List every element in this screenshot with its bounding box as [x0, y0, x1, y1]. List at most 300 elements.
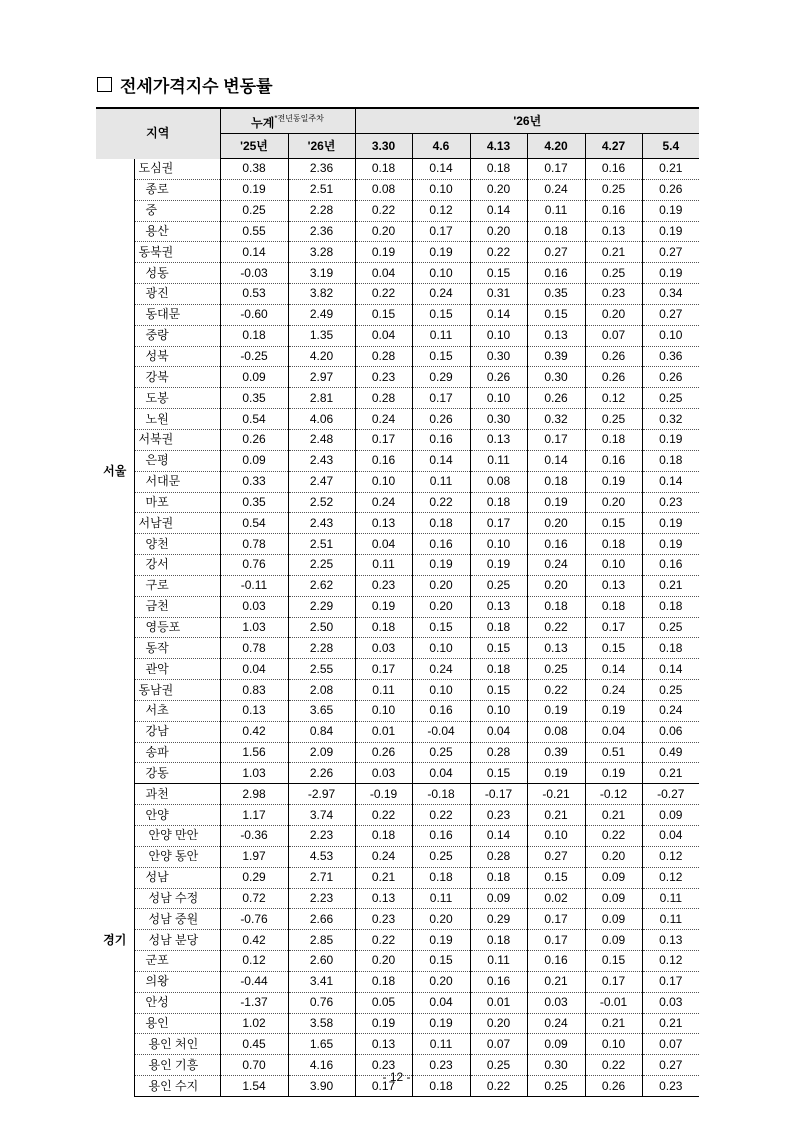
value-cell: 0.16	[527, 263, 585, 284]
value-cell: 0.16	[470, 971, 527, 992]
value-cell: 0.08	[355, 179, 412, 200]
week-header: 4.6	[412, 134, 470, 159]
value-cell: 0.28	[355, 346, 412, 367]
table-row	[96, 534, 699, 555]
value-cell: 0.19	[642, 534, 699, 555]
value-cell: 0.35	[527, 284, 585, 305]
table-row	[96, 805, 699, 826]
value-cell: 0.18	[470, 492, 527, 513]
value-cell: 0.16	[585, 200, 642, 221]
value-cell: 4.16	[288, 1055, 355, 1076]
week-header: 4.27	[585, 134, 642, 159]
value-cell: 0.23	[355, 909, 412, 930]
value-cell: 0.25	[220, 200, 288, 221]
table-row	[96, 617, 699, 638]
value-cell: 0.12	[642, 951, 699, 972]
value-cell: 0.07	[585, 325, 642, 346]
value-cell: 0.24	[642, 700, 699, 721]
district-name: 성남 중원	[134, 909, 220, 930]
value-cell: 0.16	[355, 450, 412, 471]
region-group-label: 서울	[96, 159, 134, 784]
value-cell: 0.26	[470, 367, 527, 388]
value-cell: 0.18	[220, 325, 288, 346]
week-header: 3.30	[355, 134, 412, 159]
value-cell: 0.23	[355, 575, 412, 596]
value-cell: 0.19	[642, 263, 699, 284]
table-row	[96, 575, 699, 596]
value-cell: 0.04	[355, 534, 412, 555]
value-cell: 0.11	[527, 200, 585, 221]
value-cell: 2.85	[288, 930, 355, 951]
value-cell: 0.03	[355, 763, 412, 784]
district-name: 동대문	[134, 304, 220, 325]
value-cell: 0.22	[470, 1076, 527, 1097]
value-cell: 0.27	[527, 846, 585, 867]
value-cell: 0.21	[642, 763, 699, 784]
value-cell: 2.49	[288, 304, 355, 325]
value-cell: 0.27	[642, 304, 699, 325]
value-cell: 0.21	[527, 805, 585, 826]
value-cell: 2.50	[288, 617, 355, 638]
value-cell: 3.28	[288, 242, 355, 263]
value-cell: -0.03	[220, 263, 288, 284]
value-cell: 3.41	[288, 971, 355, 992]
district-name: 금천	[134, 596, 220, 617]
value-cell: 0.21	[642, 575, 699, 596]
value-cell: 0.14	[220, 242, 288, 263]
value-cell: 0.09	[585, 930, 642, 951]
value-cell: 0.13	[527, 325, 585, 346]
district-name: 중랑	[134, 325, 220, 346]
value-cell: -0.21	[527, 784, 585, 805]
district-name: 성남 수정	[134, 888, 220, 909]
value-cell: 0.12	[220, 951, 288, 972]
value-cell: 0.32	[642, 409, 699, 430]
district-name: 성동	[134, 263, 220, 284]
district-name: 의왕	[134, 971, 220, 992]
table-row	[96, 304, 699, 325]
table-row	[96, 742, 699, 763]
value-cell: 0.04	[355, 263, 412, 284]
value-cell: 0.29	[220, 867, 288, 888]
value-cell: 0.19	[412, 930, 470, 951]
value-cell: 0.21	[585, 805, 642, 826]
value-cell: 0.25	[642, 680, 699, 701]
value-cell: 0.16	[412, 534, 470, 555]
value-cell: 0.26	[585, 1076, 642, 1097]
value-cell: 0.18	[470, 159, 527, 180]
value-cell: 0.17	[412, 221, 470, 242]
value-cell: 0.16	[412, 429, 470, 450]
value-cell: 0.15	[412, 346, 470, 367]
district-name: 강서	[134, 555, 220, 576]
value-cell: 2.48	[288, 429, 355, 450]
value-cell: 0.30	[470, 409, 527, 430]
value-cell: 0.39	[527, 346, 585, 367]
value-cell: 0.25	[642, 388, 699, 409]
value-cell: 0.78	[220, 534, 288, 555]
value-cell: 0.25	[585, 263, 642, 284]
table-row	[96, 1013, 699, 1034]
value-cell: 0.13	[220, 700, 288, 721]
value-cell: 0.10	[412, 680, 470, 701]
value-cell: 0.15	[470, 680, 527, 701]
value-cell: 0.18	[412, 1076, 470, 1097]
value-cell: 0.20	[585, 304, 642, 325]
table-row	[96, 659, 699, 680]
value-cell: 4.06	[288, 409, 355, 430]
value-cell: 0.11	[412, 888, 470, 909]
value-cell: 0.04	[412, 992, 470, 1013]
value-cell: 0.19	[412, 555, 470, 576]
value-cell: 0.25	[412, 742, 470, 763]
value-cell: 0.07	[642, 1034, 699, 1055]
value-cell: 0.18	[585, 596, 642, 617]
jeonse-price-index-table	[96, 107, 699, 1097]
value-cell: 0.11	[412, 1034, 470, 1055]
value-cell: 2.51	[288, 179, 355, 200]
value-cell: 0.34	[642, 284, 699, 305]
value-cell: 0.42	[220, 721, 288, 742]
district-name: 서대문	[134, 471, 220, 492]
value-cell: 0.28	[470, 846, 527, 867]
value-cell: 0.14	[527, 450, 585, 471]
value-cell: 0.18	[527, 221, 585, 242]
value-cell: 2.98	[220, 784, 288, 805]
value-cell: 3.90	[288, 1076, 355, 1097]
value-cell: 0.15	[527, 867, 585, 888]
value-cell: 0.15	[470, 638, 527, 659]
value-cell: -0.17	[470, 784, 527, 805]
value-cell: 1.35	[288, 325, 355, 346]
value-cell: 0.42	[220, 930, 288, 951]
table-row	[96, 700, 699, 721]
value-cell: 0.19	[642, 429, 699, 450]
table-row	[96, 992, 699, 1013]
value-cell: 0.25	[642, 617, 699, 638]
week-header: 5.4	[642, 134, 699, 159]
value-cell: 0.13	[642, 930, 699, 951]
table-row	[96, 721, 699, 742]
value-cell: 0.26	[585, 346, 642, 367]
value-cell: -0.01	[585, 992, 642, 1013]
value-cell: 0.55	[220, 221, 288, 242]
value-cell: 0.15	[527, 304, 585, 325]
value-cell: 0.22	[355, 284, 412, 305]
value-cell: 0.11	[412, 325, 470, 346]
value-cell: 0.16	[527, 951, 585, 972]
district-name: 종로	[134, 179, 220, 200]
value-cell: 0.19	[585, 763, 642, 784]
value-cell: 0.22	[355, 805, 412, 826]
value-cell: 2.43	[288, 513, 355, 534]
value-cell: 0.03	[527, 992, 585, 1013]
value-cell: -0.12	[585, 784, 642, 805]
value-cell: -0.44	[220, 971, 288, 992]
value-cell: 0.18	[355, 826, 412, 847]
value-cell: 0.15	[585, 951, 642, 972]
value-cell: 0.18	[470, 659, 527, 680]
value-cell: 0.14	[585, 659, 642, 680]
value-cell: 0.14	[412, 450, 470, 471]
value-cell: 2.60	[288, 951, 355, 972]
district-name: 양천	[134, 534, 220, 555]
district-name: 강남	[134, 721, 220, 742]
value-cell: 0.35	[220, 388, 288, 409]
table-row	[96, 471, 699, 492]
table-row	[96, 1034, 699, 1055]
district-name: 용인	[134, 1013, 220, 1034]
district-name: 동북권	[134, 242, 220, 263]
value-cell: 0.70	[220, 1055, 288, 1076]
district-name: 중	[134, 200, 220, 221]
value-cell: 0.49	[642, 742, 699, 763]
district-name: 동남권	[134, 680, 220, 701]
value-cell: 0.13	[355, 1034, 412, 1055]
table-row	[96, 284, 699, 305]
value-cell: 0.45	[220, 1034, 288, 1055]
value-cell: 1.54	[220, 1076, 288, 1097]
value-cell: 0.20	[585, 846, 642, 867]
value-cell: 0.17	[355, 659, 412, 680]
table-row	[96, 450, 699, 471]
value-cell: 0.10	[642, 325, 699, 346]
value-cell: 2.08	[288, 680, 355, 701]
cumulative-label: 누계	[251, 116, 275, 130]
value-cell: 0.10	[470, 700, 527, 721]
value-cell: 1.65	[288, 1034, 355, 1055]
value-cell: 0.16	[585, 159, 642, 180]
value-cell: 0.76	[220, 555, 288, 576]
district-name: 안양	[134, 805, 220, 826]
district-name: 용인 수지	[134, 1076, 220, 1097]
value-cell: 2.28	[288, 638, 355, 659]
value-cell: 0.13	[470, 596, 527, 617]
value-cell: 0.04	[412, 763, 470, 784]
value-cell: 0.26	[220, 429, 288, 450]
value-cell: 0.24	[412, 659, 470, 680]
value-cell: -0.27	[642, 784, 699, 805]
value-cell: 0.01	[470, 992, 527, 1013]
value-cell: 0.23	[585, 284, 642, 305]
district-name: 성남 분당	[134, 930, 220, 951]
value-cell: 0.53	[220, 284, 288, 305]
value-cell: 0.23	[355, 1055, 412, 1076]
table-row	[96, 951, 699, 972]
value-cell: 0.19	[642, 513, 699, 534]
table-row	[96, 409, 699, 430]
value-cell: 0.14	[470, 826, 527, 847]
value-cell: 1.03	[220, 763, 288, 784]
value-cell: 0.05	[355, 992, 412, 1013]
value-cell: 0.12	[585, 388, 642, 409]
value-cell: 2.23	[288, 888, 355, 909]
value-cell: 2.52	[288, 492, 355, 513]
value-cell: 0.11	[642, 909, 699, 930]
district-name: 서남권	[134, 513, 220, 534]
value-cell: 0.15	[470, 763, 527, 784]
table-body	[96, 159, 699, 1097]
district-name: 용인 기흥	[134, 1055, 220, 1076]
col-25-header: '25년	[220, 134, 288, 159]
district-name: 안양 만안	[134, 826, 220, 847]
value-cell: 0.17	[527, 909, 585, 930]
value-cell: 2.55	[288, 659, 355, 680]
value-cell: 4.53	[288, 846, 355, 867]
value-cell: 2.71	[288, 867, 355, 888]
value-cell: 0.23	[642, 492, 699, 513]
page-title-text: 전세가격지수 변동률	[120, 77, 273, 96]
value-cell: 0.22	[585, 1055, 642, 1076]
value-cell: 0.24	[355, 492, 412, 513]
value-cell: 0.24	[585, 680, 642, 701]
value-cell: 0.10	[470, 325, 527, 346]
value-cell: 0.24	[527, 179, 585, 200]
value-cell: 0.13	[527, 638, 585, 659]
district-name: 성남	[134, 867, 220, 888]
district-name: 용인 처인	[134, 1034, 220, 1055]
district-name: 강북	[134, 367, 220, 388]
table-row	[96, 680, 699, 701]
value-cell: 0.09	[220, 450, 288, 471]
value-cell: 2.09	[288, 742, 355, 763]
value-cell: 0.76	[288, 992, 355, 1013]
value-cell: 0.18	[412, 867, 470, 888]
value-cell: 0.15	[412, 304, 470, 325]
value-cell: 0.19	[642, 221, 699, 242]
value-cell: 0.14	[470, 200, 527, 221]
value-cell: 0.23	[642, 1076, 699, 1097]
district-name: 서초	[134, 700, 220, 721]
value-cell: 0.19	[355, 596, 412, 617]
value-cell: 0.17	[585, 971, 642, 992]
value-cell: 0.39	[527, 742, 585, 763]
value-cell: 0.09	[220, 367, 288, 388]
value-cell: 0.11	[412, 471, 470, 492]
value-cell: 0.15	[470, 263, 527, 284]
value-cell: 2.26	[288, 763, 355, 784]
value-cell: 0.21	[527, 971, 585, 992]
table-row	[96, 555, 699, 576]
value-cell: 0.27	[642, 1055, 699, 1076]
value-cell: 0.14	[642, 659, 699, 680]
value-cell: 0.51	[585, 742, 642, 763]
value-cell: 3.82	[288, 284, 355, 305]
value-cell: 0.20	[527, 575, 585, 596]
value-cell: 0.11	[355, 680, 412, 701]
value-cell: 0.19	[527, 763, 585, 784]
value-cell: 0.30	[527, 1055, 585, 1076]
value-cell: 0.21	[585, 242, 642, 263]
table-row	[96, 159, 699, 180]
value-cell: 0.18	[585, 534, 642, 555]
value-cell: 0.13	[355, 513, 412, 534]
value-cell: 0.15	[585, 638, 642, 659]
value-cell: -1.37	[220, 992, 288, 1013]
value-cell: 0.19	[355, 1013, 412, 1034]
value-cell: 2.36	[288, 159, 355, 180]
year-26-header: '26년	[355, 108, 699, 134]
table-row	[96, 867, 699, 888]
value-cell: 0.10	[412, 638, 470, 659]
value-cell: 0.25	[470, 1055, 527, 1076]
value-cell: 0.09	[470, 888, 527, 909]
value-cell: 0.11	[355, 555, 412, 576]
district-name: 도심권	[134, 159, 220, 180]
district-name: 용산	[134, 221, 220, 242]
value-cell: -0.76	[220, 909, 288, 930]
table-row	[96, 846, 699, 867]
table-row	[96, 221, 699, 242]
value-cell: 0.22	[470, 242, 527, 263]
value-cell: 0.10	[355, 700, 412, 721]
value-cell: 0.38	[220, 159, 288, 180]
value-cell: 2.23	[288, 826, 355, 847]
checkbox-square-icon	[97, 77, 112, 92]
value-cell: 0.12	[412, 200, 470, 221]
value-cell: 0.09	[585, 867, 642, 888]
value-cell: 0.18	[642, 638, 699, 659]
value-cell: 0.14	[412, 159, 470, 180]
district-name: 안양 동안	[134, 846, 220, 867]
district-name: 군포	[134, 951, 220, 972]
value-cell: -0.18	[412, 784, 470, 805]
value-cell: 0.22	[355, 200, 412, 221]
value-cell: 0.13	[585, 575, 642, 596]
value-cell: 0.11	[470, 450, 527, 471]
value-cell: 3.65	[288, 700, 355, 721]
table-row	[96, 888, 699, 909]
value-cell: 0.08	[527, 721, 585, 742]
value-cell: 0.25	[585, 409, 642, 430]
value-cell: 0.30	[527, 367, 585, 388]
value-cell: 0.13	[355, 888, 412, 909]
value-cell: 0.19	[412, 242, 470, 263]
table-row	[96, 367, 699, 388]
value-cell: 0.18	[527, 471, 585, 492]
value-cell: 2.28	[288, 200, 355, 221]
region-header: 지역	[96, 108, 220, 159]
table-row	[96, 492, 699, 513]
value-cell: 0.02	[527, 888, 585, 909]
district-name: 강동	[134, 763, 220, 784]
value-cell: 0.04	[585, 721, 642, 742]
week-header: 4.13	[470, 134, 527, 159]
value-cell: 0.10	[470, 388, 527, 409]
value-cell: 0.21	[355, 867, 412, 888]
value-cell: 0.28	[355, 388, 412, 409]
value-cell: 0.18	[585, 429, 642, 450]
table-row	[96, 826, 699, 847]
value-cell: 0.03	[355, 638, 412, 659]
value-cell: 0.20	[470, 221, 527, 242]
value-cell: 0.22	[412, 492, 470, 513]
value-cell: -0.04	[412, 721, 470, 742]
value-cell: 2.62	[288, 575, 355, 596]
value-cell: 0.03	[220, 596, 288, 617]
value-cell: 2.43	[288, 450, 355, 471]
value-cell: 0.24	[527, 555, 585, 576]
value-cell: 0.16	[585, 450, 642, 471]
value-cell: 0.17	[527, 930, 585, 951]
value-cell: 1.56	[220, 742, 288, 763]
value-cell: 0.03	[642, 992, 699, 1013]
district-name: 과천	[134, 784, 220, 805]
value-cell: 0.11	[470, 951, 527, 972]
value-cell: 0.27	[642, 242, 699, 263]
value-cell: 0.14	[470, 304, 527, 325]
value-cell: 0.04	[470, 721, 527, 742]
